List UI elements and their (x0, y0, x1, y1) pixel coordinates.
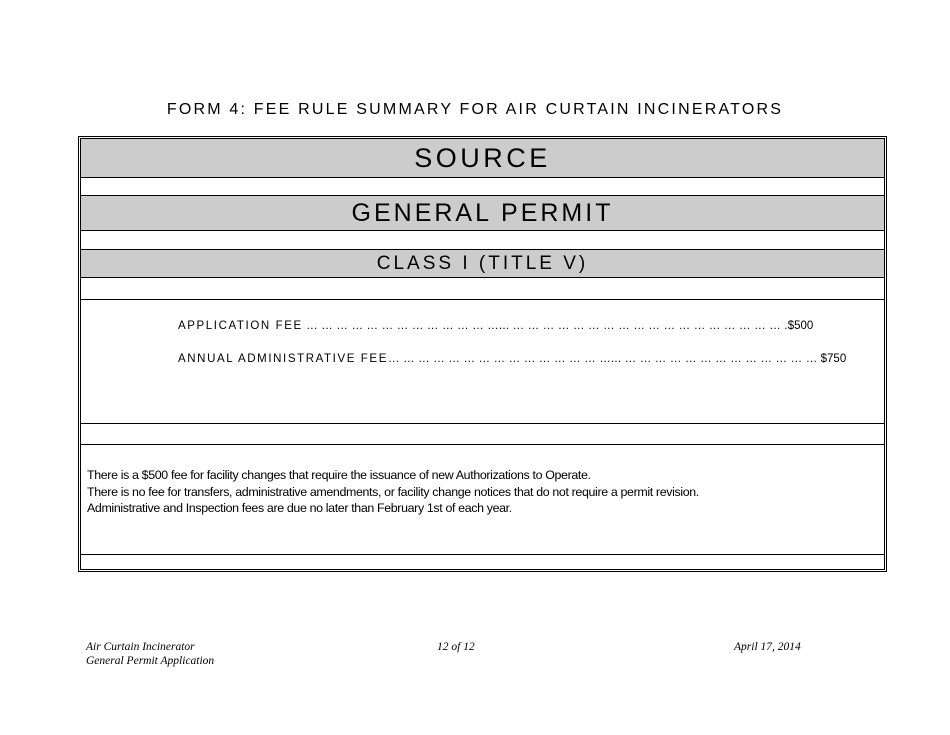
footer-subtitle-line: General Permit Application (86, 655, 215, 667)
annual-admin-fee-leader: … … … … … … … … … … … … … … …... … … … … … … … … … … … … … (387, 353, 818, 365)
annual-admin-fee-line (178, 353, 846, 365)
spacer-row (81, 555, 884, 569)
form-title: FORM 4: FEE RULE SUMMARY FOR AIR CURTAIN INCINERATORS (166, 101, 784, 118)
spacer-row (81, 278, 884, 300)
spacer-row (81, 424, 884, 445)
note-line: There is no fee for transfers, administrative amendments, or facility change notices that do not require a permit revision. (87, 484, 699, 499)
annual-admin-fee-label: ANNUAL ADMINISTRATIVE FEE (178, 353, 388, 365)
notes-text (87, 467, 699, 517)
spacer-row (81, 231, 884, 250)
footer-title-line: Air Curtain Incinerator (86, 641, 195, 653)
fee-summary-table (78, 136, 887, 572)
fees-section (81, 300, 884, 424)
application-fee-amount: $500 (787, 320, 814, 332)
general-permit-header: GENERAL PERMIT (81, 196, 884, 231)
application-fee-line (178, 320, 813, 332)
footer-document-title (86, 640, 214, 668)
notes-section (81, 445, 884, 555)
footer-page-number: 12 of 12 (437, 641, 475, 653)
note-line: There is a $500 fee for facility changes that require the issuance of new Authorizations to Operate. (87, 468, 591, 482)
source-header: SOURCE (81, 139, 884, 178)
spacer-row (81, 178, 884, 196)
application-fee-leader: … … … … … … … … … … … … …... … … … … … … … … … … … … … … … … … … . (302, 320, 788, 332)
application-fee-label: APPLICATION FEE (178, 320, 303, 332)
class-header: CLASS I (TITLE V) (81, 250, 884, 278)
note-line: Administrative and Inspection fees are due no later than February 1st of each year. (87, 501, 512, 515)
footer-date: April 17, 2014 (734, 641, 801, 653)
annual-admin-fee-amount: $750 (817, 353, 847, 365)
